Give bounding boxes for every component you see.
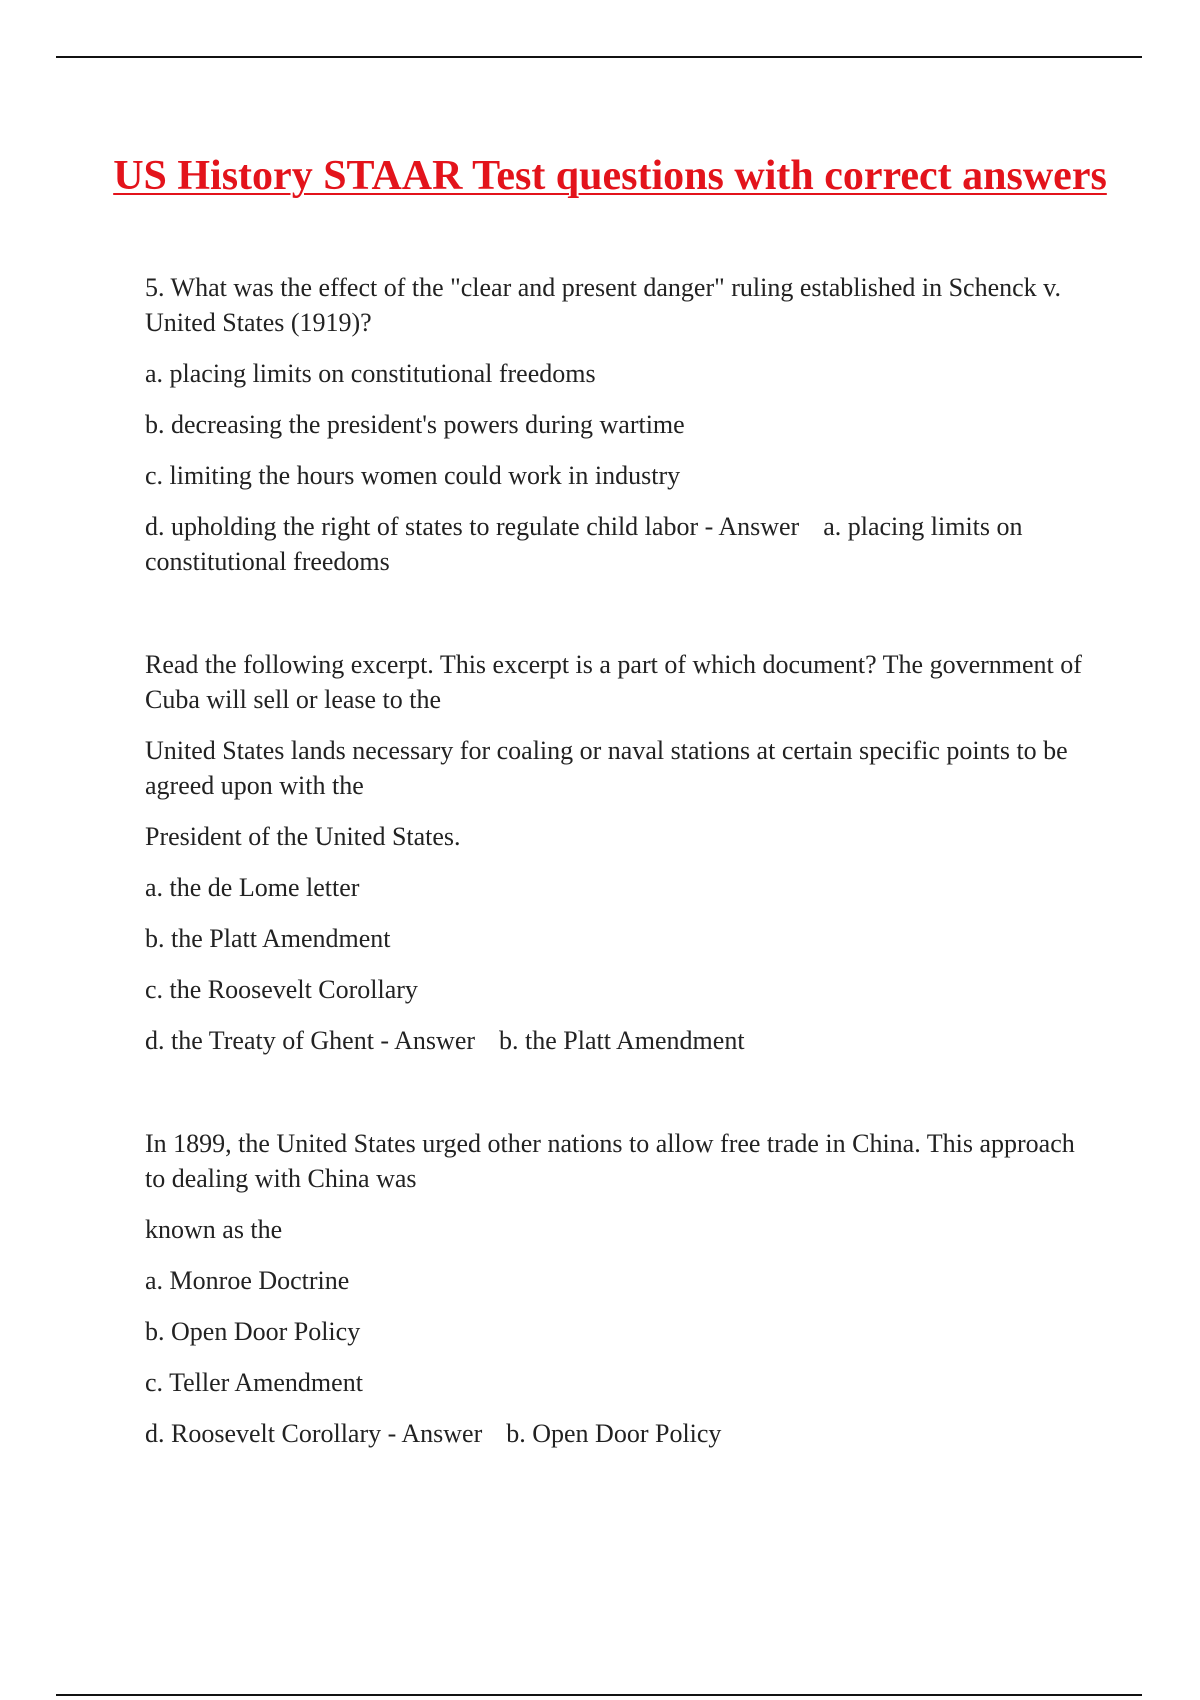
answer-option-with-answer [145,1023,1095,1058]
answer-option: c. Teller Amendment [145,1368,363,1397]
answer-option-with-answer [145,1416,1095,1451]
document-title: US History STAAR Test questions with correct answers [113,153,1107,199]
answer-option: b. Open Door Policy [145,1317,361,1346]
correct-answer: b. the Platt Amendment [499,1026,745,1055]
question-3 [145,1126,1095,1451]
question-stem: In 1899, the United States urged other nations to allow free trade in China. This approach to dealing with China was [145,1129,1075,1193]
answer-option: d. Roosevelt Corollary - Answer [145,1419,483,1448]
document-body [145,270,1095,1467]
answer-option: c. the Roosevelt Corollary [145,975,418,1004]
answer-option: d. upholding the right of states to regulate child labor - Answer [145,512,800,541]
correct-answer: b. Open Door Policy [506,1419,722,1448]
answer-option: b. the Platt Amendment [145,924,391,953]
correct-answer: a. placing limits on constitutional freedoms [145,512,1023,576]
answer-option: a. placing limits on constitutional freedoms [145,359,596,388]
question-stem: United States lands necessary for coaling or naval stations at certain specific points to be agreed upon with the [145,736,1068,800]
question-stem: Read the following excerpt. This excerpt is a part of which document? The government of Cuba will sell or lease to the [145,650,1082,714]
question-2 [145,647,1095,1058]
answer-option-with-answer [145,509,1095,579]
answer-option: a. the de Lome letter [145,873,360,902]
answer-option: c. limiting the hours women could work in industry [145,461,681,490]
answer-option: d. the Treaty of Ghent - Answer [145,1026,476,1055]
answer-option: a. Monroe Doctrine [145,1266,350,1295]
footer-rule [56,1694,1142,1696]
answer-option: b. decreasing the president's powers during wartime [145,410,685,439]
header-rule [56,56,1142,58]
question-1 [145,270,1095,579]
question-stem: President of the United States. [145,822,461,851]
question-stem: 5. What was the effect of the "clear and present danger" ruling established in Schenck v. United States (1919)? [145,273,1061,337]
question-stem: known as the [145,1215,283,1244]
